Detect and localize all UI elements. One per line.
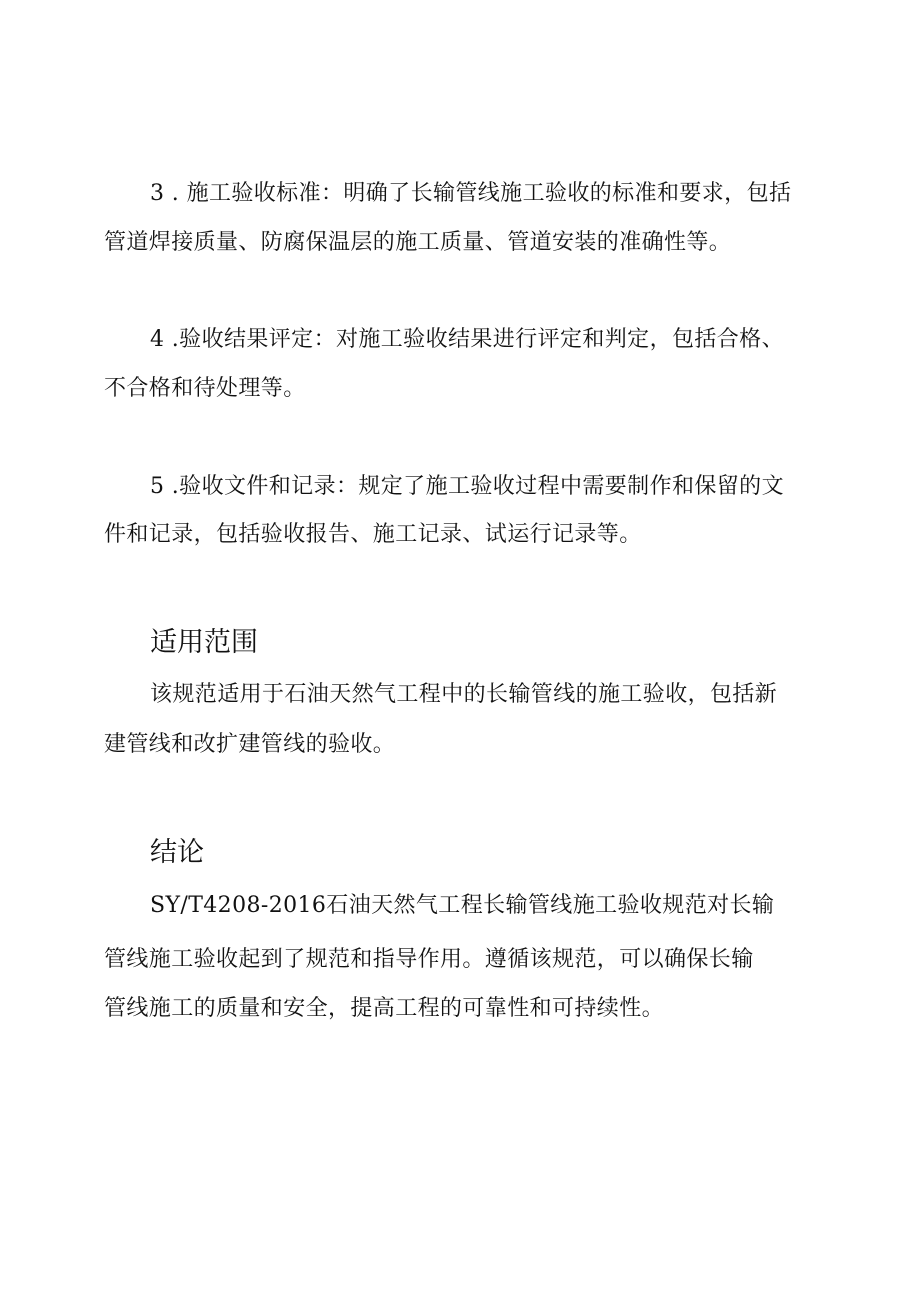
paragraph-line: 件和记录，包括验收报告、施工记录、试运行记录等。 [104,522,642,547]
paragraph-line: 4 .验收结果评定：对施工验收结果进行评定和判定，包括合格、 [150,327,784,352]
paragraph-line: 该规范适用于石油天然气工程中的长输管线的施工验收，包括新 [150,682,778,707]
paragraph-line: SY/T4208-2016石油天然气工程长输管线施工验收规范对长输 [150,893,775,918]
paragraph-line: 3 . 施工验收标准：明确了长输管线施工验收的标准和要求，包括 [150,181,792,206]
section-heading: 结论 [150,837,204,868]
paragraph-line: 管线施工验收起到了规范和指导作用。遵循该规范，可以确保长输 [104,947,754,972]
paragraph-line: 5 .验收文件和记录：规定了施工验收过程中需要制作和保留的文 [150,474,784,499]
section-heading: 适用范围 [150,627,258,658]
paragraph-line: 管道焊接质量、防腐保温层的施工质量、管道安装的准确性等。 [104,230,732,255]
paragraph-line: 建管线和改扩建管线的验收。 [104,732,396,757]
paragraph-line: 管线施工的质量和安全，提高工程的可靠性和可持续性。 [104,996,665,1021]
paragraph-line: 不合格和待处理等。 [104,376,306,401]
